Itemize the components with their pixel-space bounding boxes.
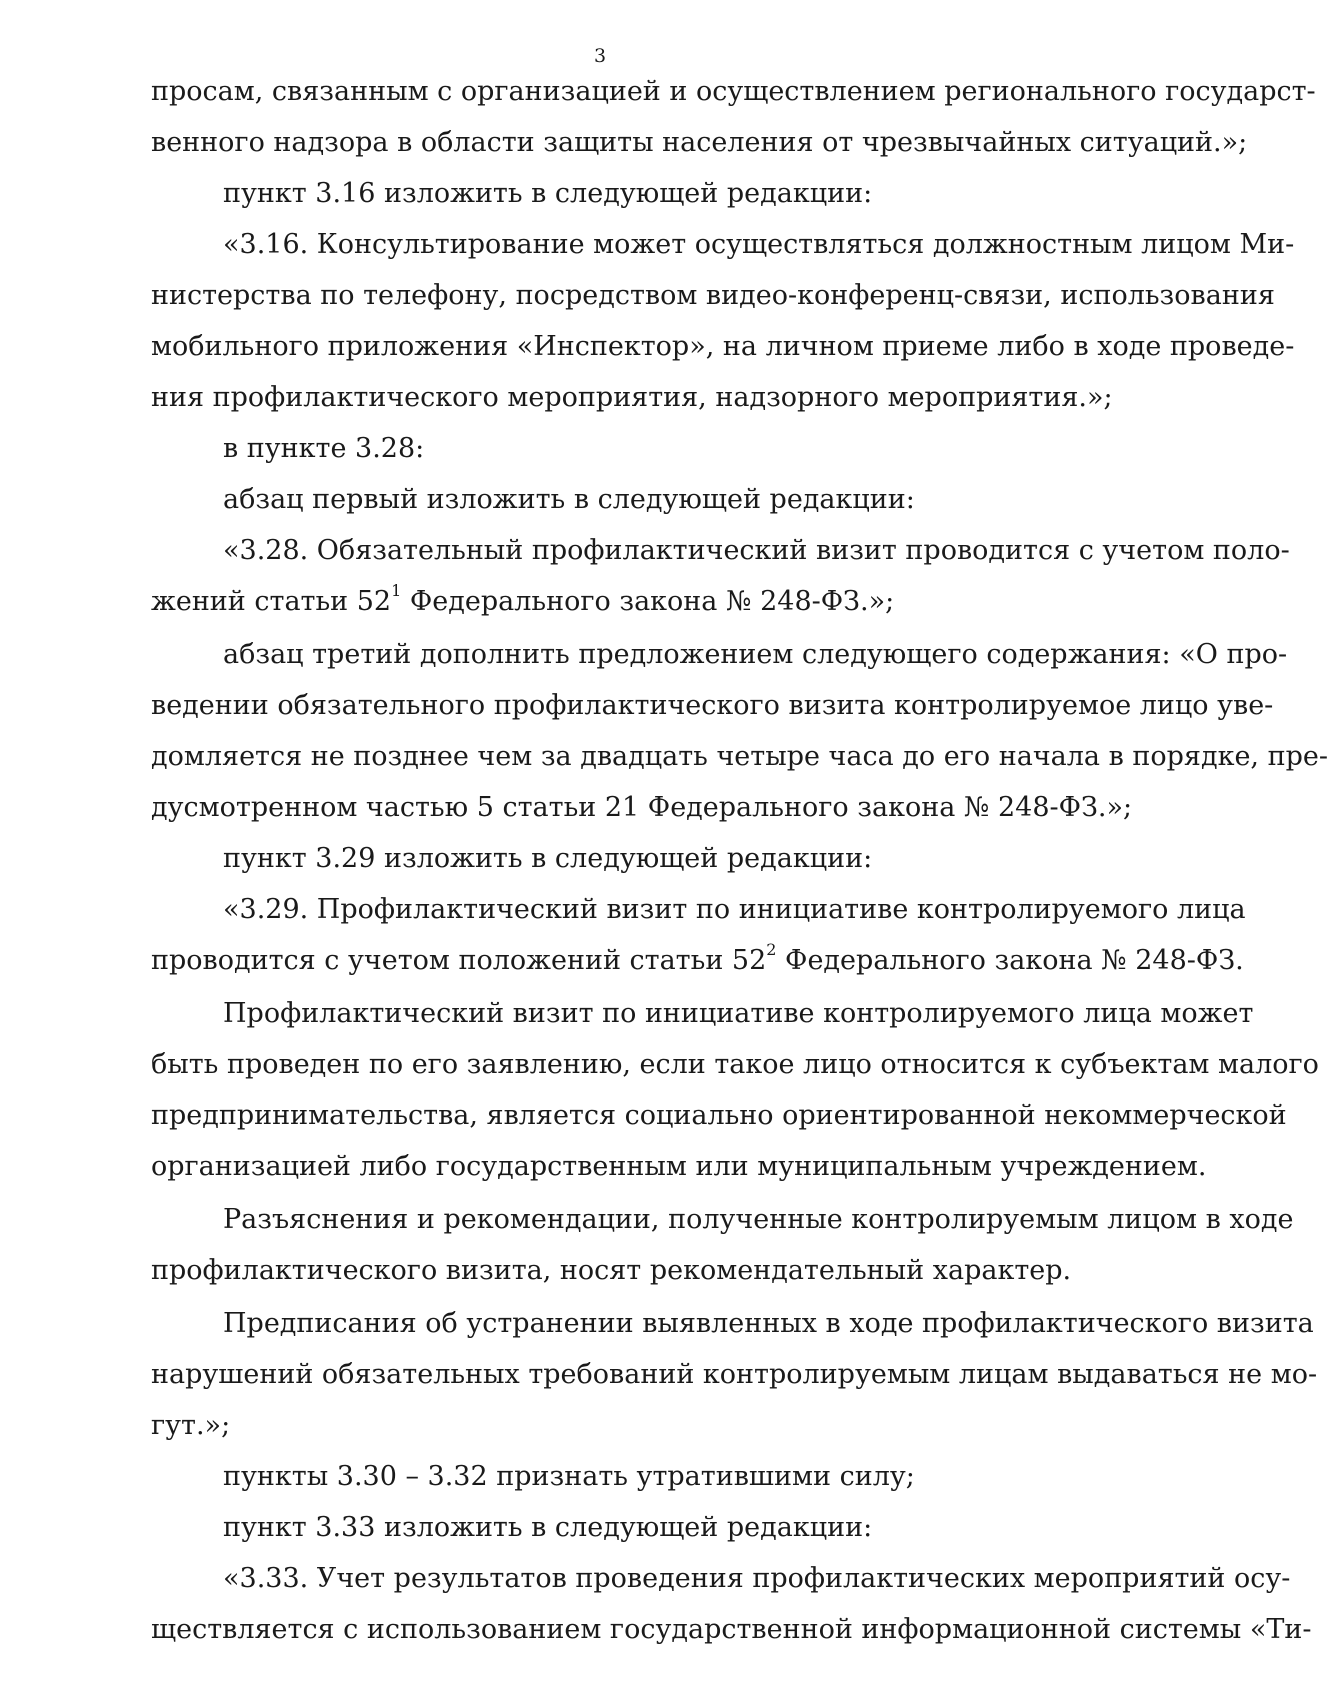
text-line: ществляется с использованием государственной информационной системы «Ти- xyxy=(151,1614,1312,1645)
text-line: гут.»; xyxy=(151,1410,231,1441)
text-line: Профилактический визит по инициативе контролируемого лица может xyxy=(223,998,1254,1029)
text-line: организацией либо государственным или муниципальным учреждением. xyxy=(151,1151,1207,1182)
text-line: нарушений обязательных требований контролируемым лицам выдаваться не мо- xyxy=(151,1359,1318,1390)
text-segment: Федерального закона № 248-ФЗ.»; xyxy=(401,586,895,617)
text-segment: проводится с учетом положений статьи 52 xyxy=(151,945,767,976)
text-line: «3.28. Обязательный профилактический визит проводится с учетом поло- xyxy=(223,535,1290,566)
text-line: ния профилактического мероприятия, надзорного мероприятия.»; xyxy=(151,382,1113,413)
document-body xyxy=(151,66,1328,1655)
text-line: абзац первый изложить в следующей редакции: xyxy=(223,484,915,515)
text-line: «3.16. Консультирование может осуществляться должностным лицом Ми- xyxy=(223,229,1295,260)
text-line-with-superscript xyxy=(151,576,1145,627)
text-line: абзац третий дополнить предложением следующего содержания: «О про- xyxy=(223,639,1288,670)
text-line: быть проведен по его заявлению, если такое лицо относится к субъектам малого xyxy=(151,1049,1319,1080)
superscript: 2 xyxy=(766,940,777,959)
text-line: Предписания об устранении выявленных в ходе профилактического визита xyxy=(223,1308,1314,1339)
text-line: дусмотренном частью 5 статьи 21 Федерального закона № 248-ФЗ.»; xyxy=(151,792,1133,823)
text-line: пункт 3.16 изложить в следующей редакции: xyxy=(223,178,873,209)
text-line: предпринимательства, является социально ориентированной некоммерческой xyxy=(151,1100,1287,1131)
text-line: в пункте 3.28: xyxy=(223,433,425,464)
text-line: домляется не позднее чем за двадцать четыре часа до его начала в порядке, пре- xyxy=(151,741,1328,772)
text-line: пункт 3.33 изложить в следующей редакции: xyxy=(223,1512,873,1543)
page-number: 3 xyxy=(593,45,607,67)
text-line: «3.29. Профилактический визит по инициативе контролируемого лица xyxy=(223,894,1246,925)
text-line: просам, связанным с организацией и осуществлением регионального государст- xyxy=(151,76,1316,107)
text-segment: жений статьи 52 xyxy=(151,586,392,617)
text-line: «3.33. Учет результатов проведения профилактических мероприятий осу- xyxy=(223,1563,1291,1594)
text-line: пункты 3.30 – 3.32 признать утратившими силу; xyxy=(223,1461,915,1492)
text-line: нистерства по телефону, посредством видео-конференц-связи, использования xyxy=(151,280,1275,311)
superscript: 1 xyxy=(391,581,402,600)
text-line: ведении обязательного профилактического визита контролируемое лицо уве- xyxy=(151,690,1274,721)
text-line: профилактического визита, носят рекомендательный характер. xyxy=(151,1255,1072,1286)
text-line: венного надзора в области защиты населения от чрезвычайных ситуаций.»; xyxy=(151,127,1248,158)
text-line: Разъяснения и рекомендации, полученные контролируемым лицом в ходе xyxy=(223,1204,1294,1235)
text-segment: Федерального закона № 248-ФЗ. xyxy=(776,945,1244,976)
text-line: мобильного приложения «Инспектор», на личном приеме либо в ходе проведе- xyxy=(151,331,1295,362)
text-line-with-superscript xyxy=(151,935,1244,986)
text-line: пункт 3.29 изложить в следующей редакции: xyxy=(223,843,873,874)
